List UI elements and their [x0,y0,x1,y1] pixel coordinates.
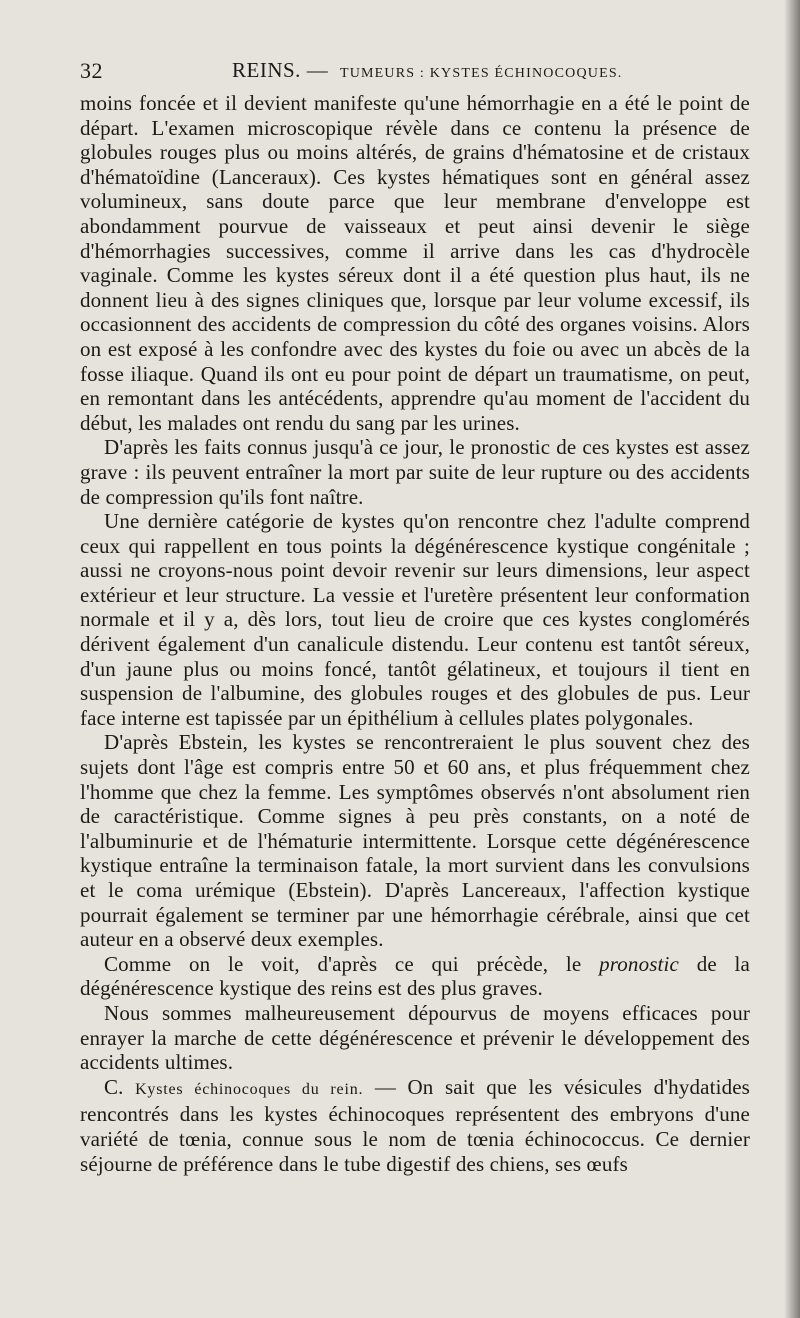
paragraph-prognosis-summary [80,952,750,1001]
body-text [80,91,750,1176]
p5-end: de la dégénérescence kystique des reins est des plus graves. [80,951,751,1001]
section-heading: Kystes échinocoques du rein. [135,1080,364,1098]
paragraph-echinococcus [80,1075,750,1176]
section-dash: — [374,1074,396,1099]
running-title [232,58,623,83]
paragraph-ebstein: D'après Ebstein, les kystes se rencontreraient le plus souvent chez des sujets dont l'âge est compris entre 50 et 60 ans, et plus fréquemment chez l'homme que chez la femme. Les symptômes observés n'ont absolument rien de caractéristique. Comme signes à peu près constants, on a noté de l'albuminurie et de l'hématurie intermittente. Lorsque cette dégénérescence kystique entraîne la terminaison fatale, la mort survient dans les convulsions et le coma urémique (Ebstein). D'après Lancereaux, l'affection kystique pourrait également se terminer par une hémorrhagie cérébrale, ainsi que cet auteur en a observé deux exemples. [80,730,750,952]
p5-start: Comme on le voit, d'après ce qui précède, le [104,951,582,976]
section-letter: C. [104,1074,124,1099]
chapter-title: REINS. [232,58,301,82]
paragraph-prognosis: D'après les faits connus jusqu'à ce jour, le pronostic de ces kystes est assez grave : ils peuvent entraîner la mort par suite de leur rupture ou des accidents de compression qu'ils font naître. [80,435,750,509]
section-body: On sait que les vésicules d'hydatides rencontrés dans les kystes échinocoques représentent des embryons d'une variété de tœnia, connue sous le nom de tœnia échinococcus. Ce dernier séjourne de préférence dans le tube digestif des chiens, ses œufs [80,1074,751,1176]
p5-italic-term: pronostic [599,951,679,976]
paragraph-treatment: Nous sommes malheureusement dépourvus de moyens efficaces pour enrayer la marche de cette dégénérescence et prévenir le développement des accidents ultimes. [80,1000,750,1075]
paragraph-continuation: moins foncée et il devient manifeste qu'une hémorrhagie en a été le point de départ. L'examen microscopique révèle dans ce contenu la présence de globules rouges plus ou moins altérés, de grains d'hématosine et de cristaux d'hématoïdine (Lanceraux). Ces kystes hématiques sont en général assez volumineux, sans doute parce que leur membrane d'enveloppe est abondamment pourvue de vaisseaux et peut ainsi devenir le siège d'hémorrhagies successives, comme il arrive dans les cas d'hydrocèle vaginale. Comme les kystes séreux dont il a été question plus haut, ils ne donnent lieu à des signes cliniques que, lorsque par leur volume excessif, ils occasionnent des accidents de compression du côté des organes voisins. Alors on est exposé à les confondre avec des kystes du foie ou avec un abcès de la fosse iliaque. Quand ils ont eu pour point de départ un traumatisme, on peut, en remontant dans les antécédents, apprendre qu'au moment de l'accident du début, les malades ont rendu du sang par les urines. [80,91,750,435]
running-header [80,58,750,88]
paragraph-last-category: Une dernière catégorie de kystes qu'on rencontre chez l'adulte comprend ceux qui rappellent en tous points la dégénérescence kystique congénitale ; aussi ne croyons-nous point devoir revenir sur leurs dimensions, leur aspect extérieur et leur structure. La vessie et l'uretère présentent leur conformation normale et il y a, dès lors, tout lieu de croire que ces kystes conglomérés dérivent également d'un canalicule distendu. Leur contenu est tantôt séreux, d'un jaune plus ou moins foncé, tantôt gélatineux, et toujours il tient en suspension de l'albumine, des globules rouges et des globules de pus. Leur face interne est tapissée par un épithélium à cellules plates polygonales. [80,509,750,730]
title-separator: — [306,58,329,82]
page-edge-shadow [784,0,800,1318]
page-number: 32 [80,58,103,83]
section-subtitle: TUMEURS : KYSTES ÉCHINOCOQUES. [339,66,623,81]
